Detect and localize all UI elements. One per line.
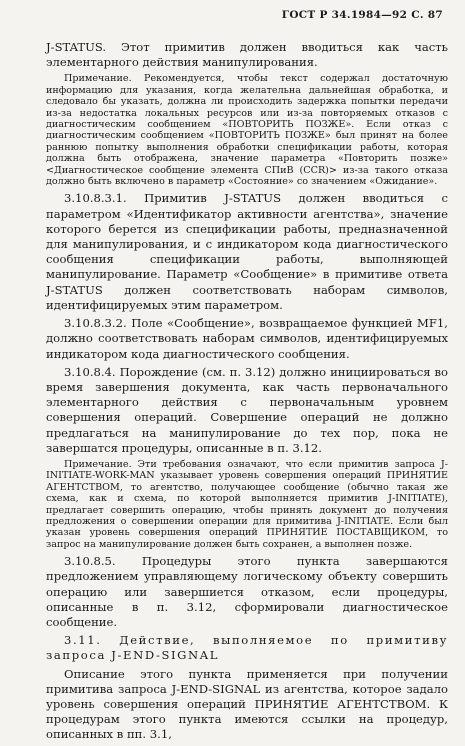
paragraph-3-11-body: Описание этого пункта применяется при получении примитива запроса J-END-SIGNAL из агентства, которое задало уровень совершения операций ПРИНЯТИЕ АГЕНТСТВОМ. К процедурам этого пункта имеются ссылки на процедур, описанных в пп. 3.1, [46,666,448,742]
paragraph-jstatus-intro: J-STATUS. Этот примитив должен вводиться как часть элементарного действия манипулирования. [46,40,448,70]
note-paragraph-2: Примечание. Эти требования означают, что если примитив запроса J-INITIATE-WORK-MAN указывает уровень совершения операций ПРИНЯТИЕ АГЕНТСТВОМ, то агентство, получающее сообщение (обычно такая же схема, как и схема, по которой выполняется примитив J-INITIATE), предлагает совершить операцию, чтобы принять документ до получения предложения о совершении операции для примитива J-INITIATE. Если был указан уровень совершения операций ПРИНЯТИЕ ПОСТАВЩИКОМ, то запрос на манипулирование должен быть сохранен, а выполнен позже. [46,458,448,550]
document-body [46,40,448,746]
page-header: ГОСТ Р 34.1984—92 С. 87 [281,9,443,21]
clause-3-10-8-3-2: 3.10.8.3.2. Поле «Сообщение», возвращаемое функцией MF1, должно соответствовать наборам символов, идентифицируемых индикатором кода диагностического сообщения. [46,316,448,361]
clause-3-10-8-3-1: 3.10.8.3.1. Примитив J-STATUS должен вводиться с параметром «Идентификатор активности агентства», значение которого берется из спецификации работы, предназначенной для манипулирования, и с индикатором кода диагностического сообщения спецификации работы, выполняющей манипулирование. Параметр «Сообщение» в примитиве ответа J-STATUS должен соответствовать наборам символов, идентифицируемых этим параметром. [46,191,448,312]
note-paragraph: Примечание. Рекомендуется, чтобы текст содержал достаточную информацию для указания, когда желательна дальнейшая обработка, и следовало бы указать, должна ли происходить задержка попытки передачи из-за недостатка локальных ресурсов или из-за повторяемых отказов с диагностическим сообщением «ПОВТОРИТЬ ПОЗЖЕ». Если отказ с диагностическим сообщением «ПОВТОРИТЬ ПОЗЖЕ» был принят на более раннюю попытку выполнения обработки спецификации работы, которая должна быть отображена, значение параметра «Повторить позже» <Диагностическое сообщение элемента СПиВ (CCR)> из-за такого отказа должно быть включено в параметр «Состояние» со значением «Ожидание». [46,73,448,188]
section-heading-3-11: 3.11. Действие, выполняемое по примитиву запроса J-END-SIGNAL [46,633,448,663]
clause-3-10-8-5: 3.10.8.5. Процедуры этого пункта завершаются предложением управляющему логическому объекту совершить операцию или завершиется отказом, если процедуры, описанные в п. 3.12, сформировали диагностическое сообщение. [46,554,448,629]
clause-3-10-8-4: 3.10.8.4. Порождение (см. п. 3.12) должно инициироваться во время завершения документа, как часть первоначального элементарного действия с первоначальным уровнем совершения операций. Совершение операций не должно предлагаться на манипулирование до тех пор, пока не завершатся процедуры, описанные в п. 3.12. [46,364,448,455]
